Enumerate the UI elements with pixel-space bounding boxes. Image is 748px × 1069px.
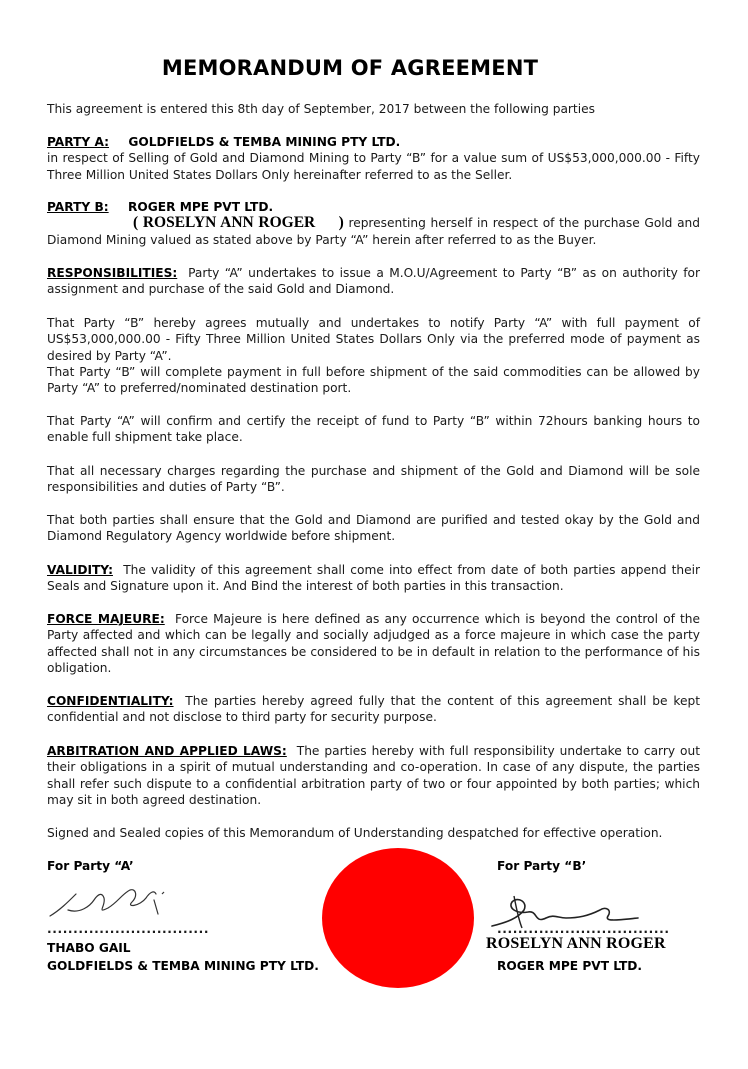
party-a-section [47, 134, 700, 183]
party-b-for-label: For Party “B’ [497, 859, 587, 873]
arbitration-label: ARBITRATION AND APPLIED LAWS: [47, 744, 287, 758]
red-seal-icon [322, 848, 474, 988]
party-b-name: ROGER MPE PVT LTD. [128, 200, 274, 214]
party-a-name: GOLDFIELDS & TEMBA MINING PTY LTD. [128, 135, 401, 149]
responsibility-item: That Party “B” hereby agrees mutually and undertakes to notify Party “A” with full payment of US$53,000,000.00 - Fifty Three Million United States Dollars Only via the preferred mode of payment as desired by Party “A”. [47, 316, 700, 363]
validity-section [47, 562, 700, 595]
party-b-company: ROGER MPE PVT LTD. [497, 959, 643, 973]
party-a-signature-line: ............................... [47, 922, 210, 936]
validity-text: The validity of this agreement shall come into effect from date of both parties append their Seals and Signature upon it. And Bind the interest of both parties in this transaction. [47, 563, 700, 594]
responsibilities-section [47, 265, 700, 298]
confidentiality-text: The parties hereby agreed fully that the content of this agreement shall be kept confidential and not disclose to third party for security purpose. [47, 694, 701, 725]
confidentiality-section [47, 693, 700, 726]
force-majeure-section [47, 611, 700, 676]
party-b-open-paren: ( [133, 214, 139, 232]
party-a-label: PARTY A: [47, 135, 109, 149]
party-b-label: PARTY B: [47, 200, 109, 214]
responsibility-item: That Party “B” will complete payment in full before shipment of the said commodities can be allowed by Party “A” to preferred/nominated destination port. [47, 365, 700, 396]
force-majeure-label: FORCE MAJEURE: [47, 612, 165, 626]
party-b-section [47, 199, 700, 248]
party-b-signature-line: ................................. [497, 922, 670, 936]
party-b-person-name: ROSELYN ANN ROGER [142, 214, 316, 232]
party-a-signatory-name: THABO GAIL [47, 941, 131, 955]
closing-text: Signed and Sealed copies of this Memorandum of Understanding despatched for effective operation. [47, 826, 663, 840]
party-a-text: in respect of Selling of Gold and Diamond Mining to Party “B” for a value sum of US$53,000,000.00 - Fifty Three Million United States Dollars Only hereinafter referred to as the Seller. [47, 151, 700, 182]
responsibility-item: That all necessary charges regarding the purchase and shipment of the Gold and Diamond will be sole responsibilities and duties of Party “B”. [47, 464, 700, 495]
document-title: MEMORANDUM OF AGREEMENT [161, 56, 539, 80]
responsibility-item: That both parties shall ensure that the Gold and Diamond are purified and tested okay by the Gold and Diamond Regulatory Agency worldwide before shipment. [47, 513, 700, 544]
arbitration-text: The parties hereby with full responsibility undertake to carry out their obligations in a spirit of mutual understanding and co-operation. In case of any dispute, the parties shall refer such dispute to a confidential arbitration party of two or four appointed by both parties; which may sit in both agreed destination. [47, 744, 701, 807]
responsibilities-text: Party “A” undertakes to issue a M.O.U/Agreement to Party “B” as on authority for assignment and purchase of the said Gold and Diamond. [47, 266, 700, 297]
validity-label: VALIDITY: [47, 563, 113, 577]
party-a-signature [46, 880, 176, 926]
responsibility-item: That Party “A” will confirm and certify the receipt of fund to Party “B” within 72hours banking hours to enable full shipment take place. [47, 414, 700, 445]
force-majeure-text: Force Majeure is here defined as any occurrence which is beyond the control of the Party affected and which can be legally and socially adjudged as a force majeure in which case the party affected shall not in any circumstances be considered to be in default in relation to the performance of his obligation. [47, 612, 701, 675]
confidentiality-label: CONFIDENTIALITY: [47, 694, 174, 708]
party-b-signatory-name: ROSELYN ANN ROGER [486, 935, 666, 952]
party-b-text: representing herself in respect of the purchase Gold and Diamond Mining valued as stated above by Party “A” herein after referred to as the Buyer. [47, 216, 701, 247]
party-b-close-paren: ) [338, 214, 344, 232]
arbitration-section [47, 743, 700, 808]
party-a-for-label: For Party “A’ [47, 859, 134, 873]
party-a-company: GOLDFIELDS & TEMBA MINING PTY LTD. [47, 959, 319, 973]
intro-text: This agreement is entered this 8th day of September, 2017 between the following parties [47, 102, 595, 116]
responsibilities-label: RESPONSIBILITIES: [47, 266, 178, 280]
